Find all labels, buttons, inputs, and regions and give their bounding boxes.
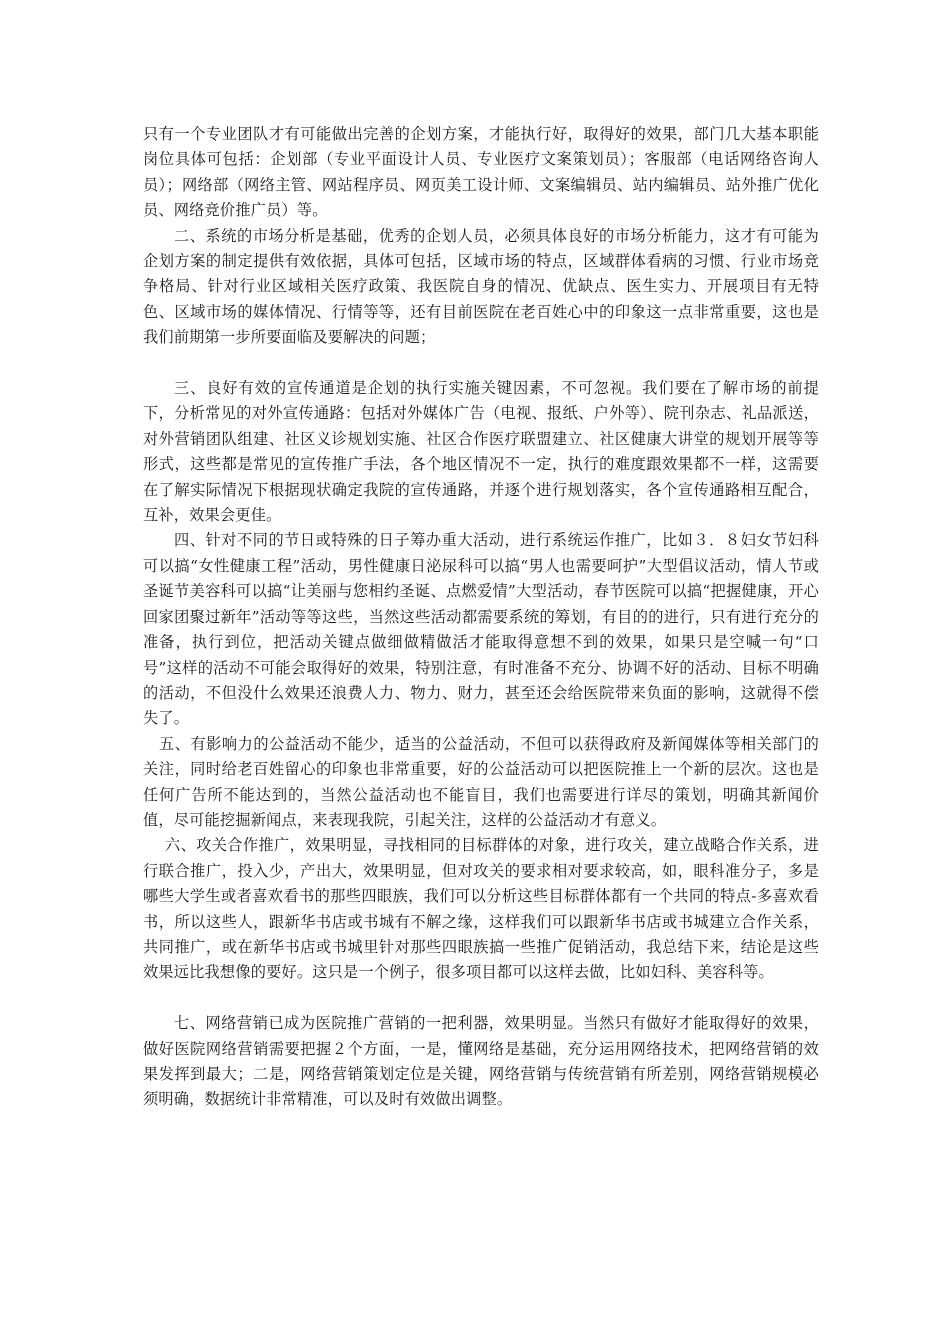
blank-line	[143, 351, 819, 376]
paragraph-promotion-channels: 三、良好有效的宣传通道是企划的执行实施关键因素，不可忽视。我们要在了解市场的前提下，分析常见的对外宣传通路：包括对外媒体广告（电视、报纸、户外等）、院刊杂志、礼品派送，对外营销团队组建、社区义诊规划实施、社区合作医疗联盟建立、社区健康大讲堂的规划开展等等形式，这些都是常见的宣传推广手法，各个地区情况不一定，执行的难度跟效果都不一样，这需要在了解实际情况下根据现状确定我院的宣传通路，并逐个进行规划落实，各个宣传通路相互配合，互补，效果会更佳。	[143, 379, 819, 525]
paragraph-online-marketing: 七、网络营销已成为医院推广营销的一把利器，效果明显。当然只有做好才能取得好的效果，做好医院网络营销需要把握２个方面，一是，懂网络是基础，充分运用网络技术，把网络营销的效果发挥到最大；二是，网络营销策划定位是关键，网络营销与传统营销有所差别，网络营销规模必须明确，数据统计非常精准，可以及时有效做出调整。	[143, 1014, 819, 1109]
blank-line	[143, 986, 819, 1011]
paragraph-market-analysis: 二、系统的市场分析是基础，优秀的企划人员，必须具体良好的市场分析能力，这才有可能为企划方案的制定提供有效依据，具体可包括，区域市场的特点，区域群体看病的习惯、行业市场竞争格局、针对行业区域相关医疗政策、我医院自身的情况、优缺点、医生实力、开展项目有无特色、区域市场的媒体情况、行情等等，还有目前医院在老百姓心中的印象这一点非常重要，这也是我们前期第一步所要面临及要解决的问题；	[143, 226, 819, 347]
paragraph-public-welfare: 五、有影响力的公益活动不能少，适当的公益活动，不但可以获得政府及新闻媒体等相关部门的关注，同时给老百姓留心的印象也非常重要，好的公益活动可以把医院推上一个新的层次。这也是任何广告所不能达到的，当然公益活动也不能盲目，我们也需要进行详尽的策划，明确其新闻价值，尽可能挖掘新闻点，来表现我院，引起关注，这样的公益活动才有意义。	[143, 734, 819, 829]
paragraph-cooperation: 六、攻关合作推广，效果明显，寻找相同的目标群体的对象，进行攻关，建立战略合作关系，进行联合推广，投入少，产出大，效果明显，但对攻关的要求相对要求较高，如，眼科准分子，多是哪些大学生或者喜欢看书的那些四眼族，我们可以分析这些目标群体都有一个共同的特点-多喜欢看书，所以这些人，跟新华书店或书城有不解之缘，这样我们可以跟新华书店或书城建立合作关系，共同推广，或在新华书店或书城里针对那些四眼族搞一些推广促销活动，我总结下来，结论是这些效果远比我想像的要好。这只是一个例子，很多项目都可以这样去做，比如妇科、美容科等。	[143, 836, 819, 982]
paragraph-holiday-events: 四、针对不同的节日或特殊的日子筹办重大活动，进行系统运作推广，比如３．８妇女节妇科可以搞“女性健康工程”活动，男性健康日泌尿科可以搞“男人也需要呵护”大型倡议活动，情人节或圣诞节美容科可以搞“让美丽与您相约圣诞、点燃爱情”大型活动，春节医院可以搞“把握健康，开心回家团聚过新年”活动等等这些，当然这些活动都需要系统的筹划，有目的的进行，只有进行充分的准备，执行到位，把活动关键点做细做精做活才能取得意想不到的效果，如果只是空喊一句“口号”这样的活动不可能会取得好的效果，特别注意，有时准备不充分、协调不好的活动、目标不明确的活动，不但没什么效果还浪费人力、物力、财力，甚至还会给医院带来负面的影响，这就得不偿失了。	[143, 531, 819, 728]
paragraph-team: 只有一个专业团队才有可能做出完善的企划方案，才能执行好，取得好的效果，部门几大基本职能岗位具体可包括：企划部（专业平面设计人员、专业医疗文案策划员）；客服部（电话网络咨询人员）；网络部（网络主管、网站程序员、网页美工设计师、文案编辑员、站内编辑员、站外推广优化员、网络竞价推广员）等。	[143, 125, 819, 220]
document-body	[143, 122, 819, 1113]
